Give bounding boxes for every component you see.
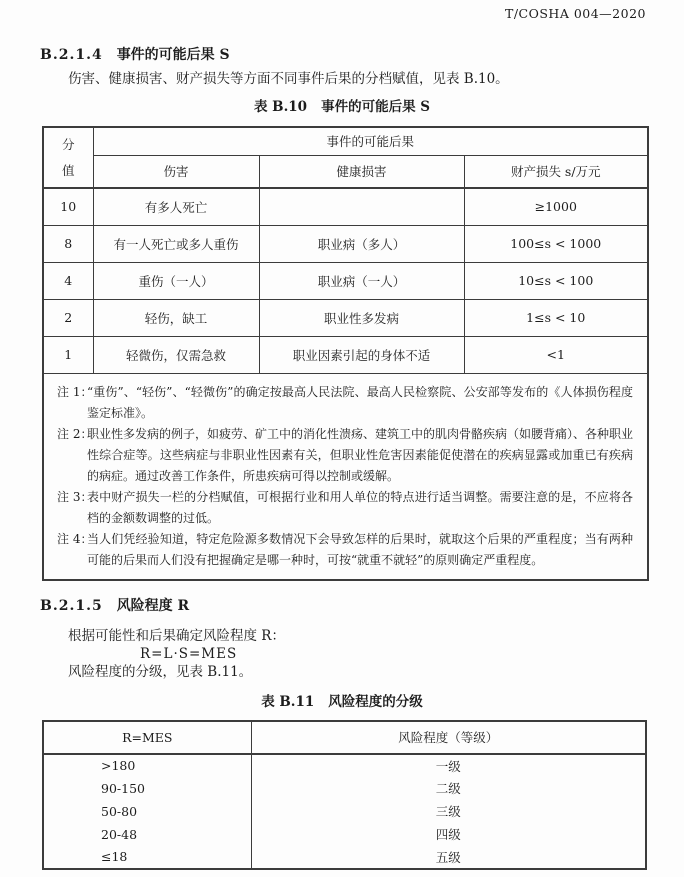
table-row: [43, 299, 648, 336]
cell-score: 1: [43, 336, 93, 373]
header-risk-grade: 风险程度（等级）: [251, 721, 646, 754]
cell-grade: 三级: [251, 800, 646, 823]
table-b10-caption: [0, 98, 684, 116]
cell-score: 10: [43, 188, 93, 225]
header-harm: 伤害: [93, 155, 259, 188]
cell-rmes: >180: [43, 754, 251, 777]
note-4-text: 当人们凭经验知道，特定危险源多数情况下会导致怎样的后果时，就取这个后果的严重程度；当有两种可能的后果而人们没有把握确定是哪一种时，可按“就重不就轻”的原则确定严重程度。: [87, 531, 634, 567]
cell-property: 1≤s < 10: [464, 299, 648, 336]
table-caption-number: 表 B.10: [253, 99, 308, 115]
section-heading-b215: [40, 597, 684, 616]
section-heading-b214: [40, 46, 684, 65]
risk-formula: R=L·S=MES: [140, 645, 238, 662]
table-b11-caption: [0, 693, 684, 711]
note-1-label: 注 1：: [57, 384, 93, 399]
note-2-label: 注 2：: [57, 426, 93, 441]
cell-harm: 轻伤，缺工: [93, 299, 259, 336]
cell-property: 10≤s < 100: [464, 262, 648, 299]
table-row: [43, 823, 646, 846]
cell-harm: 有多人死亡: [93, 188, 259, 225]
section-number: B.2.1.5: [40, 597, 103, 614]
cell-rmes: 90-150: [43, 777, 251, 800]
cell-rmes: 50-80: [43, 800, 251, 823]
cell-health: 职业病（多人）: [259, 225, 464, 262]
cell-health: 职业病（一人）: [259, 262, 464, 299]
header-score-char-1: 分: [61, 136, 75, 152]
note-1: [57, 382, 633, 424]
cell-score: 8: [43, 225, 93, 262]
table-b10-notes-row: [43, 373, 648, 580]
section-title: 事件的可能后果 S: [116, 47, 230, 63]
table-b11: [42, 720, 647, 870]
table-row: [43, 188, 648, 225]
risk-grading-paragraph: 风险程度的分级，见表 B.11。: [68, 663, 253, 680]
section-title: 风险程度 R: [116, 597, 190, 614]
cell-grade: 五级: [251, 846, 646, 869]
note-3-label: 注 3：: [57, 489, 93, 504]
cell-health: 职业性多发病: [259, 299, 464, 336]
cell-rmes: ≤18: [43, 846, 251, 869]
note-3: [57, 487, 633, 529]
table-b10-header-row-1: [43, 127, 648, 155]
table-row: [43, 777, 646, 800]
cell-grade: 二级: [251, 777, 646, 800]
table-b10-header-row-2: [43, 155, 648, 188]
note-1-text: “重伤”、“轻伤”、“轻微伤”的确定按最高人民法院、最高人民检察院、公安部等发布的《人体损伤程度鉴定标准》。: [87, 384, 634, 420]
table-caption-number: 表 B.11: [261, 693, 315, 710]
section-b215: [0, 597, 684, 681]
header-health: 健康损害: [259, 155, 464, 188]
table-row: [43, 846, 646, 869]
header-score-char-2: 值: [61, 162, 75, 178]
table-row: [43, 800, 646, 823]
header-property: 财产损失 s/万元: [464, 155, 648, 188]
cell-harm: 轻微伤，仅需急救: [93, 336, 259, 373]
risk-intro-paragraph: 根据可能性和后果确定风险程度 R：: [68, 627, 285, 644]
cell-score: 2: [43, 299, 93, 336]
cell-property: <1: [464, 336, 648, 373]
table-caption-title: 风险程度的分级: [328, 693, 423, 710]
table-b11-header-row: [43, 721, 646, 754]
table-b10: [42, 126, 649, 581]
cell-score: 4: [43, 262, 93, 299]
table-notes: [43, 373, 648, 580]
note-4: [57, 529, 633, 571]
cell-harm: 重伤（一人）: [93, 262, 259, 299]
cell-harm: 有一人死亡或多人重伤: [93, 225, 259, 262]
note-4-label: 注 4：: [57, 531, 93, 546]
table-row: [43, 754, 646, 777]
table-caption-title: 事件的可能后果 S: [321, 99, 431, 115]
table-row: [43, 336, 648, 373]
cell-health: 职业因素引起的身体不适: [259, 336, 464, 373]
section-number: B.2.1.4: [40, 47, 103, 63]
cell-grade: 一级: [251, 754, 646, 777]
cell-health: [259, 188, 464, 225]
cell-property: 100≤s < 1000: [464, 225, 648, 262]
table-row: [43, 262, 648, 299]
cell-property: ≥1000: [464, 188, 648, 225]
header-group: 事件的可能后果: [93, 127, 648, 155]
note-2: [57, 424, 633, 487]
note-2-text: 职业性多发病的例子，如疲劳、矿工中的消化性溃疡、建筑工中的肌肉骨骼疾病（如腰背痛）、各种职业性综合症等。这些病症与非职业性因素有关，但职业性危害因素能促使潜在的疾病显露或加重已有疾病的病症。通过改善工作条件，所患疾病可得以控制或缓解。: [87, 426, 634, 483]
standard-reference: T/COSHA 004—2020: [505, 6, 646, 21]
header-score: [43, 127, 93, 188]
cell-rmes: 20-48: [43, 823, 251, 846]
cell-grade: 四级: [251, 823, 646, 846]
table-row: [43, 225, 648, 262]
header-rmes: R=MES: [43, 721, 251, 754]
intro-paragraph: 伤害、健康损害、财产损失等方面不同事件后果的分档赋值，见表 B.10。: [68, 71, 509, 87]
note-3-text: 表中财产损失一栏的分档赋值，可根据行业和用人单位的特点进行适当调整。需要注意的是，不应将各档的金额数调整的过低。: [87, 489, 634, 525]
